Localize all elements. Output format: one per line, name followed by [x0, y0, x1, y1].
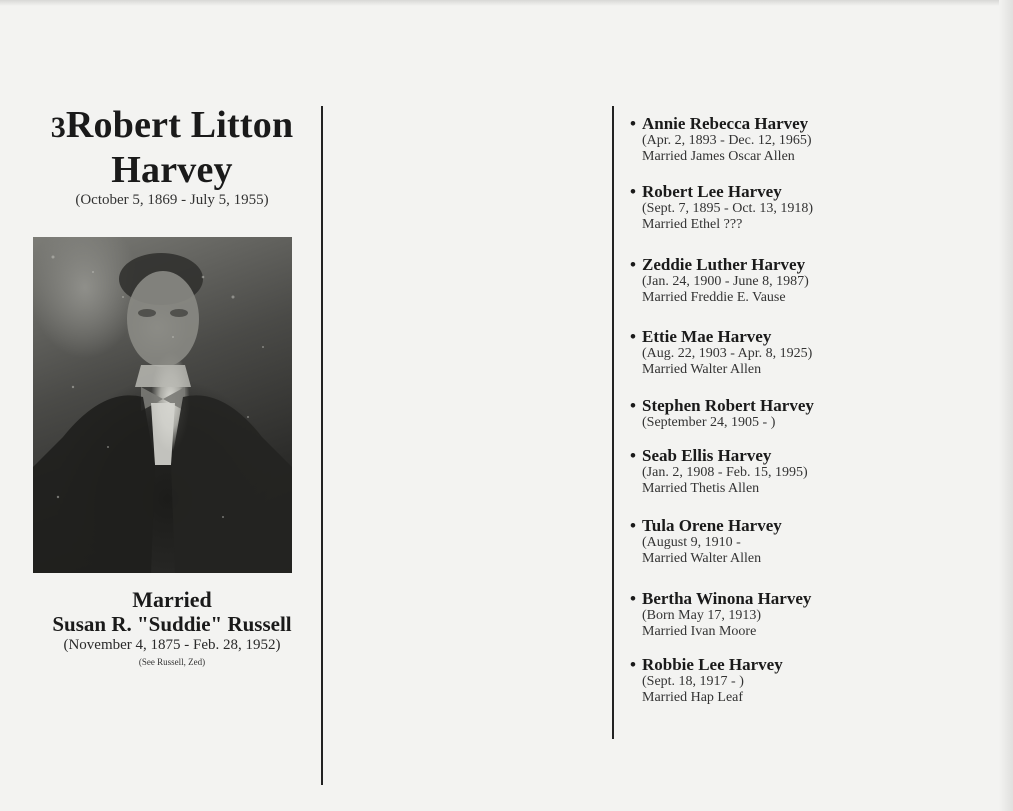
generation-number: 3 [50, 111, 66, 144]
child-dates: (Sept. 7, 1895 - Oct. 13, 1918) [642, 201, 814, 216]
parent-name-title [22, 104, 322, 191]
bullet-icon: • [630, 396, 636, 415]
child-entry [630, 516, 1000, 567]
bullet-icon: • [630, 655, 636, 674]
child-name: Annie Rebecca Harvey [642, 114, 809, 133]
child-name: Zeddie Luther Harvey [642, 255, 806, 274]
spouse-name: Susan R. "Suddie" Russell [52, 612, 292, 636]
child-dates: (Jan. 24, 1900 - June 8, 1987) [642, 274, 809, 289]
child-married: Married Hap Leaf [642, 690, 744, 705]
child-name: Bertha Winona Harvey [642, 589, 812, 608]
child-entry [630, 446, 1000, 497]
child-entry [630, 396, 1000, 431]
child-entry [630, 182, 1000, 233]
portrait-photo [33, 237, 292, 573]
parent-name-line2: Harvey [111, 149, 233, 191]
child-entry [630, 589, 1000, 640]
child-dates: (Aug. 22, 1903 - Apr. 8, 1925) [642, 346, 813, 361]
child-married: Married Ethel ??? [642, 217, 743, 232]
page-top-edge [0, 0, 1013, 6]
portrait-figure [33, 237, 292, 573]
child-dates: (Sept. 18, 1917 - ) [642, 674, 744, 689]
child-dates: (Born May 17, 1913) [642, 608, 761, 623]
child-married: Married Walter Allen [642, 362, 762, 377]
page-right-edge [999, 0, 1013, 811]
child-married: Married Ivan Moore [642, 624, 757, 639]
bullet-icon: • [630, 327, 636, 346]
child-dates: (Apr. 2, 1893 - Dec. 12, 1965) [642, 133, 812, 148]
parent-dates: (October 5, 1869 - July 5, 1955) [75, 192, 269, 208]
bullet-icon: • [630, 182, 636, 201]
bullet-icon: • [630, 114, 636, 133]
child-entry [630, 655, 1000, 706]
child-entry [630, 114, 1000, 165]
column-divider-right [612, 106, 614, 739]
child-name: Robert Lee Harvey [642, 182, 782, 201]
bullet-icon: • [630, 255, 636, 274]
child-married: Married Walter Allen [642, 551, 762, 566]
child-married: Married James Oscar Allen [642, 149, 795, 164]
child-entry [630, 255, 1000, 306]
bullet-icon: • [630, 446, 636, 465]
married-label: Married [132, 587, 212, 612]
bullet-icon: • [630, 516, 636, 535]
child-dates: (Jan. 2, 1908 - Feb. 15, 1995) [642, 465, 808, 480]
child-name: Ettie Mae Harvey [642, 327, 772, 346]
parent-name-line1: Robert Litton [65, 104, 294, 146]
child-married: Married Freddie E. Vause [642, 290, 786, 305]
child-entry [630, 327, 1000, 378]
spouse-dates: (November 4, 1875 - Feb. 28, 1952) [63, 637, 281, 653]
see-reference-note: (See Russell, Zed) [138, 657, 206, 667]
bullet-icon: • [630, 589, 636, 608]
child-name: Tula Orene Harvey [642, 516, 782, 535]
child-name: Stephen Robert Harvey [642, 396, 814, 415]
child-married: Married Thetis Allen [642, 481, 760, 496]
child-dates: (September 24, 1905 - ) [642, 415, 776, 430]
child-dates: (August 9, 1910 - [642, 535, 741, 550]
child-name: Seab Ellis Harvey [642, 446, 772, 465]
child-name: Robbie Lee Harvey [642, 655, 783, 674]
